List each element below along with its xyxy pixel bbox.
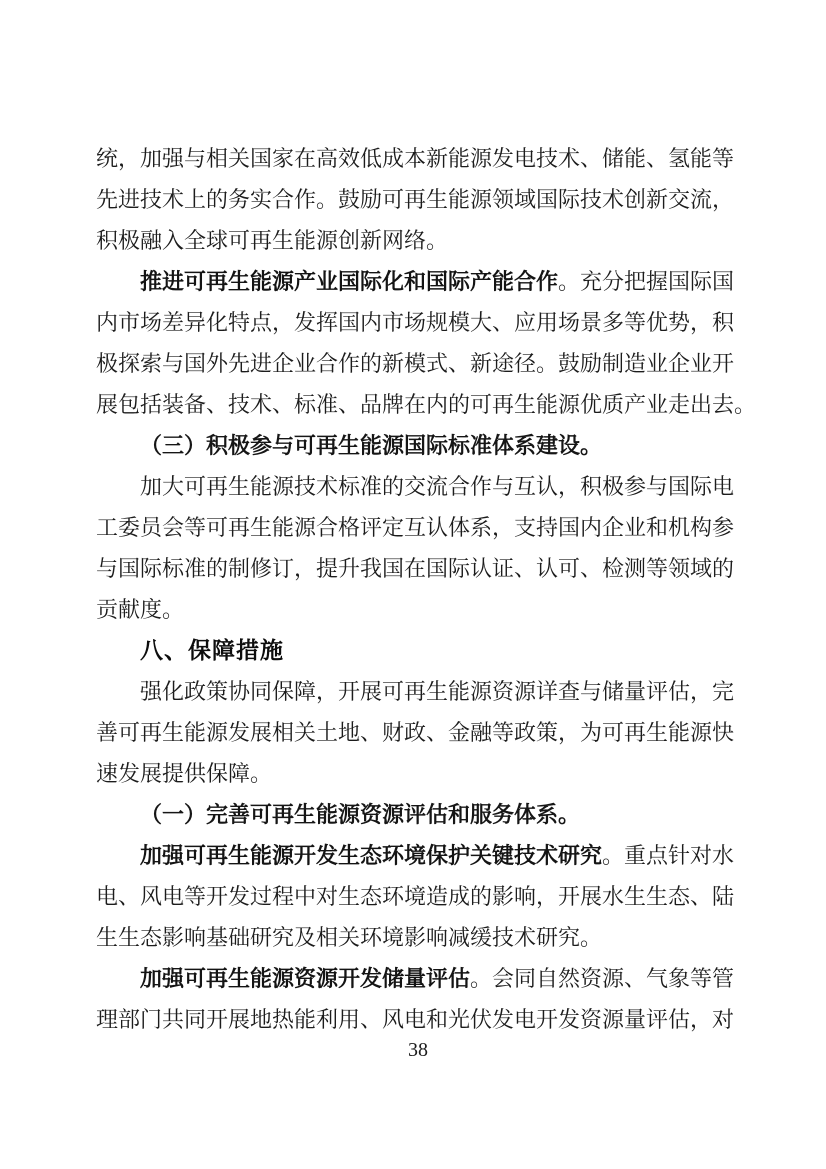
paragraph-resource-reserve-assessment: [96, 958, 740, 1040]
body-text: 理部门共同开展地热能利用、风电和光伏发电开发资源量评估，对: [96, 1007, 735, 1032]
text-line: [96, 835, 740, 876]
text-line: [96, 753, 740, 794]
body-text: 积极融入全球可再生能源创新网络。: [96, 228, 449, 253]
body-text: 生生态影响基础研究及相关环境影响减缓技术研究。: [96, 925, 603, 950]
paragraph-eco-environment-protection-research: [96, 835, 740, 958]
body-text: （三）积极参与可再生能源国际标准体系建设。: [140, 433, 603, 458]
body-text: 强化政策协同保障，开展可再生能源资源详查与储量评估，完: [140, 679, 735, 704]
bold-lead-text: 加强可再生能源开发生态环境保护关键技术研究: [140, 843, 603, 868]
body-text: 。充分把握国际国: [558, 269, 735, 294]
bold-lead-text: 推进可再生能源产业国际化和国际产能合作: [140, 269, 559, 294]
text-line: [96, 876, 740, 917]
body-text: 与国际标准的制修订，提升我国在国际认证、认可、检测等领域的: [96, 556, 735, 581]
text-line: [96, 343, 740, 384]
body-text: 。重点针对水: [602, 843, 735, 868]
body-text: 极探索与国外先进企业合作的新模式、新途径。鼓励制造业企业开: [96, 351, 735, 376]
text-line: [96, 958, 740, 999]
body-text: 展包括装备、技术、标准、品牌在内的可再生能源优质产业走出去。: [96, 392, 757, 417]
page-footer: [96, 1036, 740, 1064]
text-line: [96, 794, 740, 835]
paragraph-policy-coordination: [96, 671, 740, 794]
body-text: 。会同自然资源、气象等管: [470, 966, 735, 991]
text-line: [96, 261, 740, 302]
text-line: [96, 917, 740, 958]
page-number: 38: [408, 1039, 428, 1061]
body-text: 善可再生能源发展相关土地、财政、金融等政策，为可再生能源快: [96, 720, 735, 745]
bold-lead-text: 加强可再生能源资源开发储量评估: [140, 966, 471, 991]
text-line: [96, 630, 740, 671]
sub-heading-resource-assessment-service: [96, 794, 740, 835]
body-text: 内市场差异化特点，发挥国内市场规模大、应用场景多等优势，积: [96, 310, 735, 335]
text-line: [96, 466, 740, 507]
section-heading-safeguard-measures: [96, 630, 740, 671]
paragraph-standards-mutual-recognition: [96, 466, 740, 630]
text-line: [96, 999, 740, 1040]
paragraph-international-tech-cooperation-continued: [96, 138, 740, 261]
text-line: [96, 671, 740, 712]
text-line: [96, 302, 740, 343]
body-text: 八、保障措施: [140, 637, 284, 663]
document-body: [96, 138, 757, 1040]
paragraph-industry-internationalization: [96, 261, 757, 425]
body-text: 统，加强与相关国家在高效低成本新能源发电技术、储能、氢能等: [96, 146, 735, 171]
body-text: 速发展提供保障。: [96, 761, 273, 786]
text-line: [96, 589, 740, 630]
text-line: [96, 425, 740, 466]
text-line: [96, 179, 740, 220]
text-line: [96, 548, 740, 589]
body-text: 电、风电等开发过程中对生态环境造成的影响，开展水生生态、陆: [96, 884, 735, 909]
sub-heading-international-standards: [96, 425, 740, 466]
text-line: [96, 712, 740, 753]
body-text: 工委员会等可再生能源合格评定互认体系，支持国内企业和机构参: [96, 515, 735, 540]
text-line: [96, 384, 757, 425]
body-text: 贡献度。: [96, 597, 185, 622]
body-text: 先进技术上的务实合作。鼓励可再生能源领域国际技术创新交流，: [96, 187, 735, 212]
body-text: 加大可再生能源技术标准的交流合作与互认，积极参与国际电: [140, 474, 735, 499]
text-line: [96, 507, 740, 548]
text-line: [96, 138, 740, 179]
body-text: （一）完善可再生能源资源评估和服务体系。: [140, 802, 581, 827]
text-line: [96, 220, 740, 261]
